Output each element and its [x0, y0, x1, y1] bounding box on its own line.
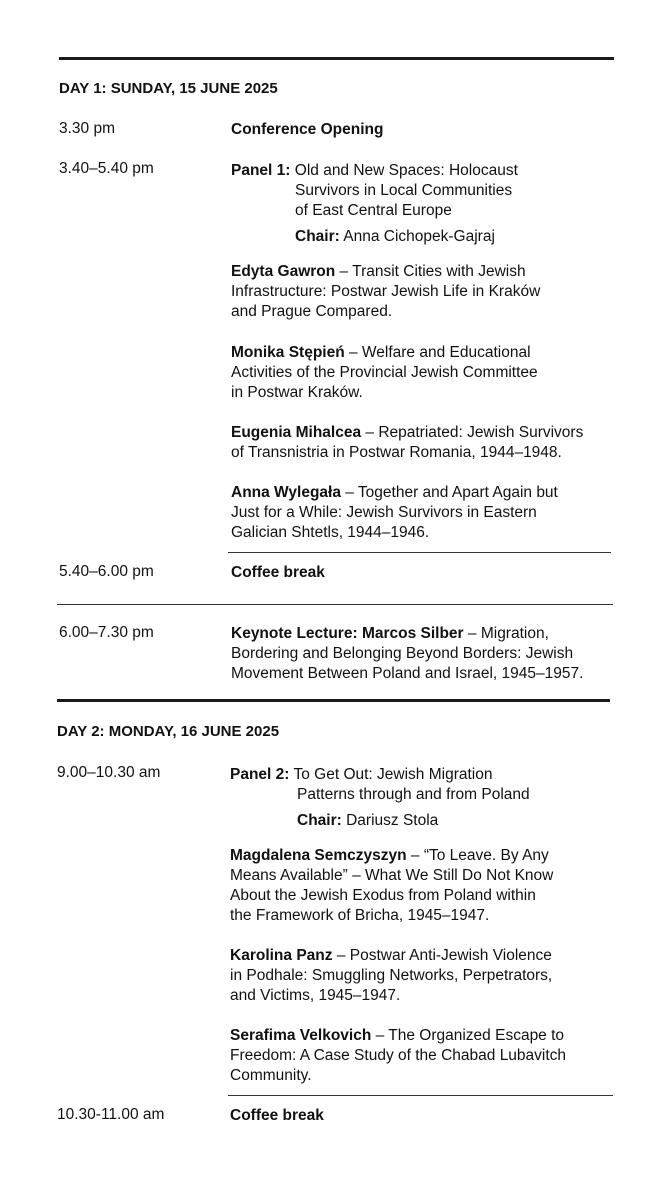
panel1-title-line-3: of East Central Europe [295, 202, 452, 219]
panel2-chair-label: Chair: [297, 812, 342, 829]
talk-line: Activities of the Provincial Jewish Committee [231, 364, 538, 381]
panel1-time: 3.40–5.40 pm [59, 160, 154, 177]
day-divider [57, 699, 610, 702]
panel1-talk-3 [231, 423, 621, 463]
talk-line: and Prague Compared. [231, 303, 393, 320]
divider [57, 604, 613, 605]
talk-speaker: Karolina Panz [230, 947, 333, 964]
opening-time: 3.30 pm [59, 120, 116, 137]
coffee1-title: Coffee break [231, 564, 325, 581]
talk-line: Just for a While: Jewish Survivors in Eastern [231, 504, 537, 521]
panel1-talk-4 [231, 483, 621, 543]
talk-speaker: Magdalena Semczyszyn [230, 847, 407, 864]
talk-line: Galician Shtetls, 1944–1946. [231, 524, 430, 541]
talk-line: – Repatriated: Jewish Survivors [365, 424, 584, 441]
talk-line: in Postwar Kraków. [231, 384, 363, 401]
talk-speaker: Serafima Velkovich [230, 1027, 372, 1044]
panel1-chair-name: Anna Cichopek-Gajraj [343, 228, 495, 245]
panel1-title-line-1: Old and New Spaces: Holocaust [294, 162, 518, 179]
coffee1-time: 5.40–6.00 pm [59, 563, 154, 580]
keynote-line: – Migration, [467, 625, 549, 642]
keynote-block [231, 624, 621, 684]
talk-line: and Victims, 1945–1947. [230, 987, 401, 1004]
talk-line: in Podhale: Smuggling Networks, Perpetrators, [230, 967, 553, 984]
coffee2-title: Coffee break [230, 1107, 324, 1124]
talk-speaker: Anna Wylegała [231, 484, 341, 501]
panel1-title-line-2: Survivors in Local Communities [295, 182, 513, 199]
panel2-title-line-1: To Get Out: Jewish Migration [293, 766, 493, 783]
talk-line: of Transnistria in Postwar Romania, 1944–1948. [231, 444, 562, 461]
panel1-header [231, 161, 621, 247]
panel2-talk-3 [230, 1026, 620, 1086]
panel1-talk-1 [231, 262, 621, 322]
talk-line: – Welfare and Educational [349, 344, 531, 361]
panel2-talk-2 [230, 946, 620, 1006]
panel1-chair [231, 227, 621, 247]
talk-line: the Framework of Bricha, 1945–1947. [230, 907, 490, 924]
talk-line: Community. [230, 1067, 312, 1084]
panel1-chair-label: Chair: [295, 228, 340, 245]
keynote-label: Keynote Lecture: [231, 625, 358, 642]
keynote-line: Bordering and Belonging Beyond Borders: Jewish [231, 645, 574, 662]
panel2-talk-1 [230, 846, 620, 926]
top-divider [59, 57, 614, 60]
panel2-chair [230, 811, 620, 831]
talk-line: – Postwar Anti-Jewish Violence [336, 947, 552, 964]
keynote-line: Movement Between Poland and Israel, 1945–1957. [231, 665, 584, 682]
coffee2-time: 10.30-11.00 am [57, 1106, 165, 1123]
opening-title: Conference Opening [231, 121, 384, 138]
keynote-time: 6.00–7.30 pm [59, 624, 154, 641]
talk-line: Freedom: A Case Study of the Chabad Lubavitch [230, 1047, 567, 1064]
panel2-label: Panel 2: [230, 766, 290, 783]
day1-heading: DAY 1: SUNDAY, 15 JUNE 2025 [59, 80, 278, 97]
talk-line: Means Available” – What We Still Do Not Know [230, 867, 554, 884]
panel2-header [230, 765, 620, 831]
divider [228, 552, 611, 553]
talk-line: Infrastructure: Postwar Jewish Life in Kraków [231, 283, 541, 300]
divider [228, 1095, 613, 1096]
talk-speaker: Eugenia Mihalcea [231, 424, 362, 441]
panel2-time: 9.00–10.30 am [57, 764, 161, 781]
day2-heading: DAY 2: MONDAY, 16 JUNE 2025 [57, 723, 280, 740]
panel1-talk-2 [231, 343, 621, 403]
panel1-label: Panel 1: [231, 162, 291, 179]
panel2-chair-name: Dariusz Stola [346, 812, 439, 829]
keynote-speaker: Marcos Silber [361, 625, 464, 642]
talk-line: – “To Leave. By Any [410, 847, 549, 864]
talk-speaker: Monika Stępień [231, 344, 345, 361]
talk-speaker: Edyta Gawron [231, 263, 336, 280]
talk-line: – Transit Cities with Jewish [339, 263, 526, 280]
talk-line: – The Organized Escape to [375, 1027, 565, 1044]
panel2-title-line-2: Patterns through and from Poland [297, 786, 530, 803]
talk-line: About the Jewish Exodus from Poland within [230, 887, 536, 904]
talk-line: – Together and Apart Again but [345, 484, 558, 501]
